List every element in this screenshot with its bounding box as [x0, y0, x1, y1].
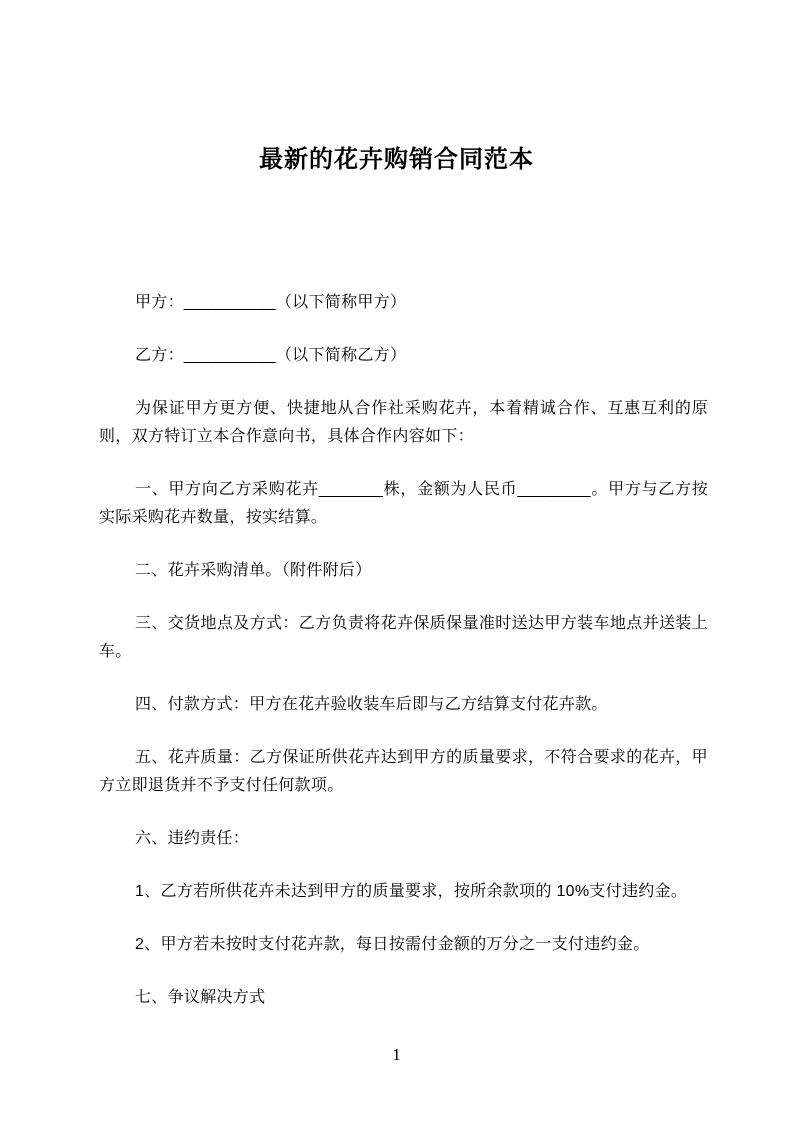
clause-five-quality: 五、花卉质量：乙方保证所供花卉达到甲方的质量要求，不符合要求的花卉，甲方立即退货并不予支付任何款项。 — [99, 749, 708, 794]
clause-six-breach-heading: 六、违约责任： — [135, 830, 250, 847]
page-number: 1 — [392, 1045, 401, 1064]
clause-three-delivery: 三、交货地点及方式：乙方负责将花卉保质保量准时送达甲方装车地点并送装上车。 — [99, 615, 708, 660]
clause-four-payment: 四、付款方式：甲方在花卉验收装车后即与乙方结算支付花卉款。 — [135, 696, 608, 713]
breach-item-2: 2、甲方若未按时支付花卉款，每日按需付金额的万分之一支付违约金。 — [135, 936, 650, 953]
party-b-line: 乙方：__________（以下简称乙方） — [135, 347, 407, 364]
clause-seven-dispute-heading: 七、争议解决方式 — [135, 989, 266, 1006]
clause-one-purchase-quantity: 一、甲方向乙方采购花卉_______株，金额为人民币________。甲方与乙方按实际采购花卉数量，按实结算。 — [99, 481, 708, 526]
breach-item-1: 1、乙方若所供花卉未达到甲方的质量要求，按所余款项的 10%支付违约金。 — [135, 883, 688, 900]
party-a-line: 甲方：__________（以下简称甲方） — [135, 294, 407, 311]
preamble-paragraph: 为保证甲方更方便、快捷地从合作社采购花卉，本着精诚合作、互惠互利的原则，双方特订立本合作意向书，具体合作内容如下： — [99, 400, 708, 445]
document-title: 最新的花卉购销合同范本 — [259, 146, 534, 173]
clause-two-purchase-list: 二、花卉采购清单。（附件附后） — [135, 562, 372, 579]
